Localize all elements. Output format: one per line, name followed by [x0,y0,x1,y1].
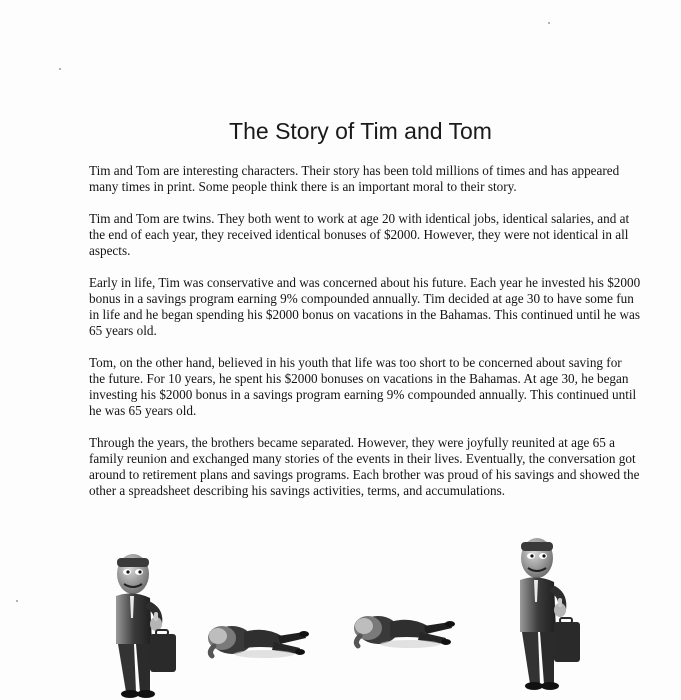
scan-speck [16,600,18,602]
crawling-businessman-icon [350,604,456,654]
paragraph: Tom, on the other hand, believed in his youth that life was too short to be concerned about saving for the future. For 10 years, he spent his $2000 bonuses on vacations in the Bahamas. At age 30, he began investing his $2000 bonus in a savings program earning 9% compounded annually. This continued until he was 65 years old. [89,355,637,418]
standing-businessman-thumbs-up-icon [106,552,186,700]
scan-speck [59,68,61,70]
crawling-businessman-icon [204,612,310,662]
document-title: The Story of Tim and Tom [229,118,492,144]
paragraph: Tim and Tom are interesting characters. Their story has been told millions of times and has appeared many times in print. Some people think there is an important moral to their story. [89,163,620,194]
document-body [89,163,641,515]
scan-speck [548,22,550,24]
standing-businessman-thumbs-up-icon [510,536,590,694]
paragraph: Tim and Tom are twins. They both went to work at age 20 with identical jobs, identical salaries, and at the end of each year, they received identical bonuses of $2000. However, they were not identical in all aspects. [89,211,630,258]
paragraph: Through the years, the brothers became separated. However, they were joyfully reunited at age 65 a family reunion and exchanged many stories of the events in their lives. Eventually, the conversation got around to retirement plans and savings programs. Each brother was proud of his savings and showed the other a spreadsheet describing his savings activities, terms, and accumulations. [89,435,640,498]
paragraph: Early in life, Tim was conservative and was concerned about his future. Each year he invested his $2000 bonus in a savings program earning 9% compounded annually. Tim decided at age 30 to have some fun in life and he began spending his $2000 bonus on vacations in the Bahamas. This continued until he was 65 years old. [89,275,641,338]
